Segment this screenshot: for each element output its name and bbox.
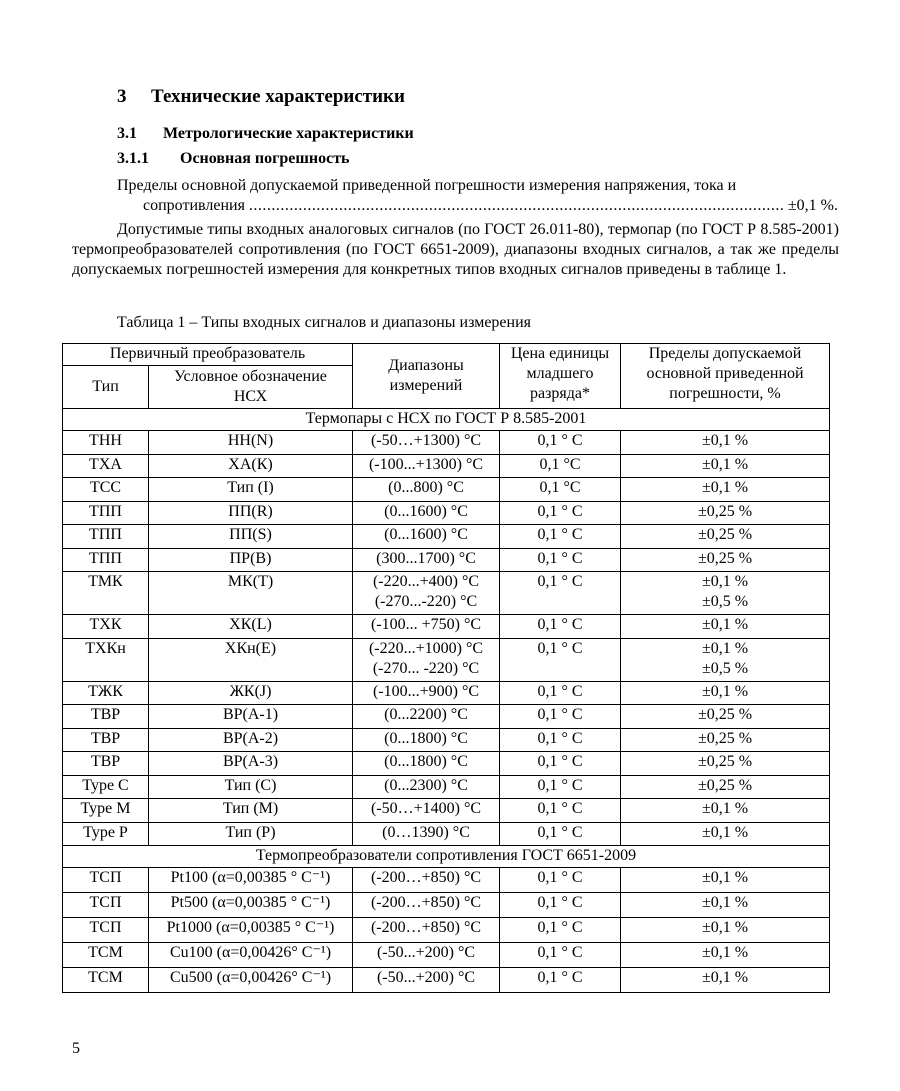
cell-range: (-50…+1300) °С [353,431,500,455]
cell-designation: ВР(А-2) [149,728,353,752]
header-designation: Условное обозначение НСХ [149,366,353,409]
cell-error: ±0,1 % [621,893,830,918]
signal-types-table [62,343,830,993]
cell-designation: Cu100 (α=0,00426° C⁻¹) [149,943,353,968]
cell-type: ТВР [63,728,149,752]
leader-dots [249,196,784,216]
cell-designation: Cu500 (α=0,00426° C⁻¹) [149,968,353,993]
cell-range: (-50...+200) °С [353,943,500,968]
cell-designation: ПР(В) [149,548,353,572]
cell-error: ±0,1 % ±0,5 % [621,572,830,615]
cell-range: (0...1600) °С [353,525,500,549]
cell-resolution: 0,1 ° С [500,728,621,752]
cell-range: (-220...+1000) °С (-270... -220) °С [353,638,500,681]
cell-type: ТХК [63,615,149,639]
section-heading [117,86,405,108]
cell-error: ±0,25 % [621,548,830,572]
cell-range: (-100... +750) °С [353,615,500,639]
cell-range: (-50...+200) °С [353,968,500,993]
cell-error: ±0,25 % [621,752,830,776]
cell-range: (-200…+850) °С [353,893,500,918]
cell-error: ±0,1 % [621,968,830,993]
cell-designation: Тип (М) [149,799,353,823]
cell-type: ТЖК [63,681,149,705]
cell-error: ±0,1 % [621,431,830,455]
cell-error: ±0,25 % [621,775,830,799]
subsection-heading [117,125,414,143]
table-row [63,728,830,752]
cell-type: ТСП [63,918,149,943]
cell-designation: Тип (I) [149,478,353,502]
cell-error: ±0,25 % [621,501,830,525]
subsubsection-title: Основная погрешность [180,150,350,167]
header-ranges: Диапазоны измерений [353,344,500,409]
cell-type: ТХКн [63,638,149,681]
cell-range: (-220...+400) °С (-270...-220) °С [353,572,500,615]
cell-error: ±0,25 % [621,525,830,549]
header-error: Пределы допускаемой основной приведенной погрешности, % [621,344,830,409]
cell-type: Type C [63,775,149,799]
cell-resolution: 0,1 ° С [500,943,621,968]
cell-range: (-200…+850) °С [353,918,500,943]
paragraph1-line1: Пределы основной допускаемой приведенной погрешности измерения напряжения, тока и [117,177,737,194]
cell-range: (0...800) °С [353,478,500,502]
table-row [63,943,830,968]
table-row [63,968,830,993]
table-row [63,822,830,846]
cell-designation: Pt1000 (α=0,00385 ° C⁻¹) [149,918,353,943]
cell-range: (300...1700) °С [353,548,500,572]
cell-type: ТСМ [63,943,149,968]
cell-resolution: 0,1 ° С [500,822,621,846]
cell-error: ±0,1 % [621,615,830,639]
cell-resolution: 0,1 ° С [500,918,621,943]
cell-range: (-50…+1400) °С [353,799,500,823]
table-section-title: Термопреобразователи сопротивления ГОСТ 6651-2009 [63,846,830,868]
cell-designation: ХКн(E) [149,638,353,681]
cell-designation: Pt100 (α=0,00385 ° C⁻¹) [149,868,353,893]
header-type: Тип [63,366,149,409]
cell-type: Type M [63,799,149,823]
cell-designation: ПП(R) [149,501,353,525]
cell-resolution: 0,1 ° С [500,548,621,572]
table-row [63,893,830,918]
cell-range: (0...2300) °С [353,775,500,799]
table-row [63,775,830,799]
section-number: 3 [117,86,127,107]
header-primary: Первичный преобразователь [63,344,353,366]
cell-designation: ЖК(J) [149,681,353,705]
cell-type: ТПП [63,548,149,572]
cell-type: ТХА [63,454,149,478]
page-number: 5 [72,1040,80,1057]
cell-type: ТНН [63,431,149,455]
table-row [63,525,830,549]
cell-error: ±0,1 % [621,822,830,846]
cell-resolution: 0,1 ° С [500,681,621,705]
cell-error: ±0,1 % ±0,5 % [621,638,830,681]
table-row [63,501,830,525]
header-resolution: Цена единицы младшего разряда* [500,344,621,409]
table-row [63,705,830,729]
cell-designation: ВР(А-3) [149,752,353,776]
subsubsection-heading [117,150,350,168]
cell-error: ±0,1 % [621,799,830,823]
cell-range: (-100...+1300) °С [353,454,500,478]
table-row [63,548,830,572]
cell-type: ТСС [63,478,149,502]
cell-type: ТСП [63,893,149,918]
cell-type: ТСП [63,868,149,893]
cell-designation: ВР(А-1) [149,705,353,729]
cell-error: ±0,25 % [621,705,830,729]
cell-resolution: 0,1 ° С [500,501,621,525]
cell-resolution: 0,1 ° С [500,638,621,681]
table-row [63,638,830,681]
cell-error: ±0,1 % [621,681,830,705]
cell-resolution: 0,1 ° С [500,868,621,893]
cell-range: (0...1800) °С [353,752,500,776]
cell-resolution: 0,1 ° С [500,705,621,729]
cell-designation: Тип (С) [149,775,353,799]
cell-designation: НН(N) [149,431,353,455]
paragraph1-line2 [143,196,838,216]
cell-type: ТМК [63,572,149,615]
cell-type: ТВР [63,705,149,729]
subsection-number: 3.1 [117,125,137,142]
table-caption: Таблица 1 – Типы входных сигналов и диапазоны измерения [117,314,532,331]
cell-designation: Pt500 (α=0,00385 ° C⁻¹) [149,893,353,918]
table-row [63,572,830,615]
cell-error: ±0,1 % [621,478,830,502]
cell-resolution: 0,1 ° С [500,752,621,776]
cell-error: ±0,1 % [621,943,830,968]
table-row [63,615,830,639]
table-row [63,454,830,478]
cell-resolution: 0,1 ° С [500,615,621,639]
cell-designation: Тип (Р) [149,822,353,846]
cell-resolution: 0,1 ° С [500,525,621,549]
paragraph1-term: сопротивления [143,197,245,214]
cell-type: ТПП [63,525,149,549]
cell-range: (-100...+900) °С [353,681,500,705]
cell-range: (0...2200) °С [353,705,500,729]
cell-resolution: 0,1 °С [500,478,621,502]
table-section-row [63,846,830,868]
paragraph2: Допустимые типы входных аналоговых сигналов (по ГОСТ 26.011-80), термопар (по ГОСТ Р 8.585-2001) термопреобразователей сопротивления (по ГОСТ 6651-2009), диапазоны входных сигналов, а так же пределы допускаемых погрешностей измерения для конкретных типов входных сигналов приведены в таблице 1. [72,221,839,278]
table-row [63,868,830,893]
cell-error: ±0,1 % [621,454,830,478]
cell-error: ±0,25 % [621,728,830,752]
cell-error: ±0,1 % [621,868,830,893]
cell-range: (0…1390) °С [353,822,500,846]
table-row [63,918,830,943]
table-section-title: Термопары с НСХ по ГОСТ Р 8.585-2001 [63,409,830,431]
cell-designation: МК(Т) [149,572,353,615]
cell-resolution: 0,1 ° С [500,893,621,918]
cell-designation: ХК(L) [149,615,353,639]
table-row [63,752,830,776]
paragraph1-value: ±0,1 %. [787,197,838,214]
cell-resolution: 0,1 ° С [500,799,621,823]
cell-range: (0...1600) °С [353,501,500,525]
subsection-title: Метрологические характеристики [163,125,414,142]
table-row [63,681,830,705]
subsubsection-number: 3.1.1 [117,150,149,167]
cell-type: ТВР [63,752,149,776]
cell-range: (-200…+850) °С [353,868,500,893]
cell-resolution: 0,1 ° С [500,968,621,993]
table-row [63,431,830,455]
cell-resolution: 0,1 ° С [500,572,621,615]
cell-designation: ХА(К) [149,454,353,478]
section-title: Технические характеристики [151,86,405,107]
cell-resolution: 0,1 ° С [500,431,621,455]
cell-range: (0...1800) °С [353,728,500,752]
cell-type: Type P [63,822,149,846]
cell-designation: ПП(S) [149,525,353,549]
cell-type: ТПП [63,501,149,525]
cell-error: ±0,1 % [621,918,830,943]
table-row [63,478,830,502]
table-row [63,799,830,823]
table-section-row [63,409,830,431]
cell-resolution: 0,1 ° С [500,775,621,799]
cell-resolution: 0,1 °С [500,454,621,478]
cell-type: ТСМ [63,968,149,993]
